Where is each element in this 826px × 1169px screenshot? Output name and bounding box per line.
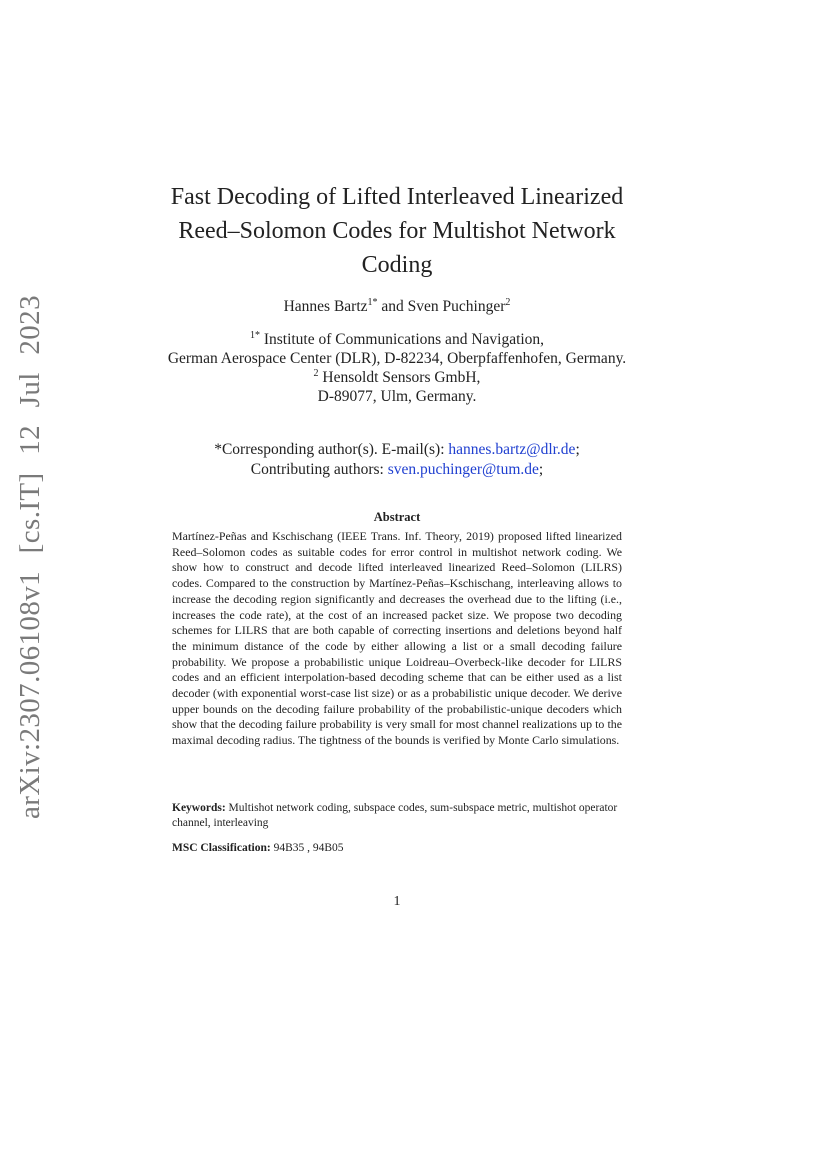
author-name: Hannes Bartz: [283, 298, 368, 315]
corresponding-author-line: *Corresponding author(s). E-mail(s): hannes.bartz@dlr.de;: [214, 441, 580, 458]
author-connector: and: [377, 298, 408, 315]
keywords-label: Keywords:: [172, 802, 226, 814]
contributing-email-link[interactable]: sven.puchinger@tum.de: [387, 461, 539, 478]
affiliations: [120, 330, 674, 406]
keywords-text: Multishot network coding, subspace codes, sum-subspace metric, multishot operator channel, interleaving: [172, 802, 618, 829]
author-affiliation-mark: 2: [505, 296, 511, 308]
affiliation-2-line-1: $^2$ Hensoldt Sensors GmbH,: [313, 367, 481, 386]
affiliation-1-line-2: German Aerospace Center (DLR), D-82234, Oberpfaffenhofen, Germany.: [167, 350, 627, 367]
author-name: Sven Puchinger: [407, 298, 506, 315]
arxiv-identifier-stamp: arXiv:2307.06108v1 [cs.IT] 12 Jul 2023: [14, 295, 46, 819]
msc-text: 94B35 , 94B05: [270, 842, 344, 854]
author-list: [160, 298, 634, 316]
abstract-text: Martínez-Peñas and Kschischang (IEEE Trans. Inf. Theory, 2019) proposed lifted linearized Reed–Solomon codes as suitable codes for error control in multishot network coding. We show how to construct and decode lifted interleaved linearized Reed–Solomon (LILRS) codes. Compared to the construction by Martínez-Peñas–Kschischang, interleaving allows to increase the decoding region significantly and decreases the overhead due to the lifting (i.e., increases the code rate), at the cost of an increased packet size. We propose two decoding schemes for LILRS that are both capable of correcting insertions and deletions beyond half the minimum distance of the code by either allowing a list or a small decoding failure probability. We propose a probabilistic unique Loidreau–Overbeck-like decoder for LILRS codes and an efficient interpolation-based decoding scheme that can be either used as a list decoder (with exponential worst-case list size) or as a probabilistic unique decoder. We derive upper bounds on the decoding failure probability of the probabilistic-unique decoders which show that the decoding failure probability is very small for most channel realizations up to the maximal decoding radius. The tightness of the bounds is verified by Monte Carlo simulations.: [172, 529, 622, 748]
paper-title: Fast Decoding of Lifted Interleaved Linearized Reed–Solomon Codes for Multishot Network Coding: [170, 184, 624, 278]
affiliation-mark: 2: [313, 367, 319, 379]
abstract-heading: Abstract: [373, 510, 421, 524]
msc-classification: [172, 842, 622, 854]
corresponding-email-link[interactable]: hannes.bartz@dlr.de: [448, 441, 576, 458]
contact-info: [120, 440, 674, 480]
keywords: [172, 801, 622, 830]
affiliation-1-line-1: $^{1*}$ Institute of Communications and Navigation,: [249, 329, 545, 348]
contributing-authors-line: Contributing authors: sven.puchinger@tum.de;: [250, 461, 544, 478]
page-number: 1: [393, 894, 401, 909]
author-affiliation-mark: 1*: [367, 296, 378, 308]
msc-label: MSC Classification:: [172, 842, 271, 854]
affiliation-mark: 1*: [249, 329, 260, 341]
affiliation-2-line-2: D-89077, Ulm, Germany.: [317, 388, 477, 405]
